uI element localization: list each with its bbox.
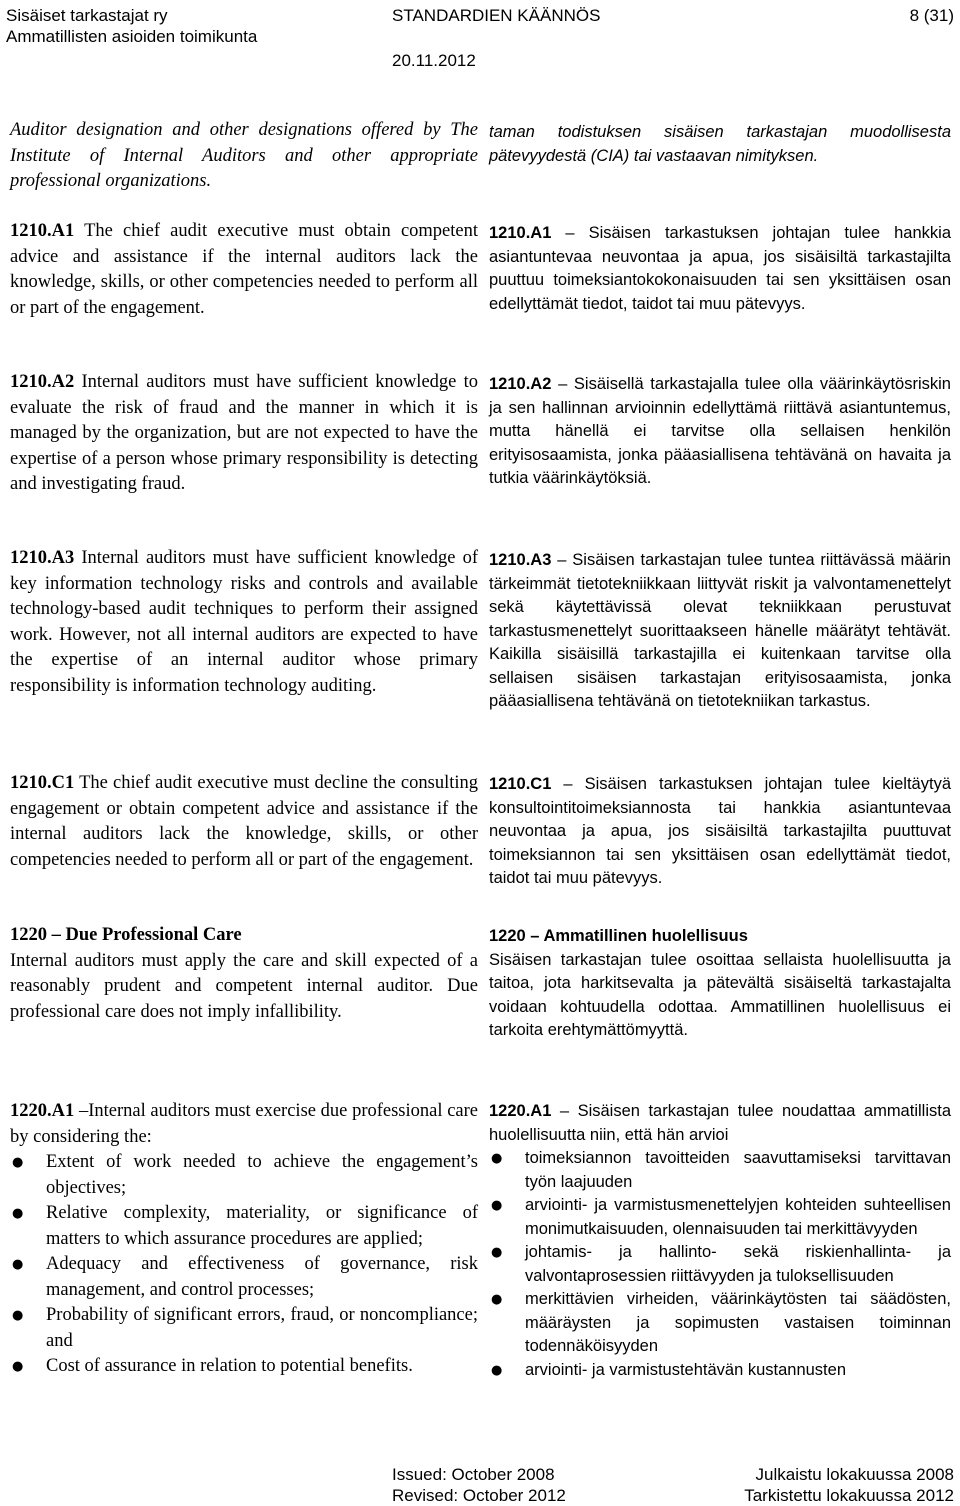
- bullet-icon: ●: [12, 1155, 24, 1170]
- paragraph-text: – Sisäisellä tarkastajalla tulee olla väärinkäytösriskin ja sen hallinnan arvioinnin edellyttämä riittävä asiantuntemus, mutta hänellä ei tarvitse olla sellaisen henkilön erityisosaamista, jonka pääasiallisena tehtävänä on havaita ja tutkia väärinkäytöksiä.: [489, 375, 951, 487]
- header-committee: Ammatillisten asioiden toimikunta: [6, 27, 258, 46]
- header-date: 20.11.2012: [392, 51, 476, 70]
- code-label: 1210.A1: [10, 221, 75, 241]
- bullet-icon: ●: [12, 1257, 24, 1272]
- english-1220-a1: [10, 1099, 478, 1380]
- list-item-text: Extent of work needed to achieve the engagement’s objectives;: [46, 1152, 478, 1198]
- section-text: Sisäisen tarkastajan tulee osoittaa sellaista huolellisuutta ja taitoa, jota harkitsevalta ja pätevältä sisäiseltä tarkastajalta voidaan kohtuudella odottaa. Ammatillinen huolellisuus ei tarkoita erehtymättömyyttä.: [489, 950, 951, 1039]
- code-label: 1220.A1: [10, 1101, 75, 1121]
- bullet-icon: ●: [491, 1151, 503, 1166]
- list-item: [10, 1252, 478, 1303]
- list-item-text: Cost of assurance in relation to potential benefits.: [46, 1356, 413, 1376]
- code-label: 1210.A3: [10, 548, 75, 568]
- finnish-intro: taman todistuksen sisäisen tarkastajan muodollisesta pätevyydestä (CIA) tai vastaavan nimityksen.: [489, 123, 951, 165]
- finnish-1220-a1: [489, 1100, 951, 1382]
- code-label: 1210.C1: [489, 775, 552, 793]
- list-item-text: johtamis- ja hallinto- sekä riskienhallinta- ja valvontaprosessien riittävyyden ja tuloksellisuuden: [525, 1243, 951, 1285]
- list-item-text: merkittävien virheiden, väärinkäytösten tai säädösten, määräysten ja sopimusten vastaisen toiminnan todennäköisyyden: [525, 1290, 951, 1355]
- header-doc-title: STANDARDIEN KÄÄNNÖS: [392, 6, 601, 25]
- code-label: 1220.A1: [489, 1102, 552, 1120]
- finnish-bullet-list: [489, 1147, 951, 1382]
- finnish-1210-a1: [489, 222, 951, 316]
- list-item: [10, 1201, 478, 1252]
- list-item-text: Probability of significant errors, fraud, or noncompliance; and: [46, 1305, 478, 1351]
- paragraph-text: Internal auditors must have sufficient knowledge to evaluate the risk of fraud and the manner in which it is managed by the organization, but are not expected to have the expertise of a person whose primary responsibility is detecting and investigating fraud.: [10, 372, 478, 494]
- english-1210-a2: [10, 370, 478, 498]
- list-item-text: toimeksiannon tavoitteiden saavuttamiseksi tarvittavan työn laajuuden: [525, 1149, 951, 1191]
- footer-revised-fi: Tarkistettu lokakuussa 2012: [744, 1486, 954, 1505]
- english-intro: Auditor designation and other designations offered by The Institute of Internal Auditors and other appropriate professional organizations.: [10, 120, 478, 191]
- footer-issued-fi: Julkaistu lokakuussa 2008: [755, 1465, 954, 1484]
- bullet-icon: ●: [491, 1245, 503, 1260]
- section-title: 1220 – Ammatillinen huolellisuus: [489, 927, 748, 945]
- paragraph-text: –Internal auditors must exercise due professional care by considering the:: [10, 1101, 478, 1147]
- code-label: 1210.A3: [489, 551, 552, 569]
- bullet-icon: ●: [12, 1308, 24, 1323]
- paragraph-text: The chief audit executive must decline the consulting engagement or obtain competent advice and assistance if the internal auditors lack the knowledge, skills, or other competencies needed to perform all or part of the engagement.: [10, 773, 478, 870]
- list-item-text: arviointi- ja varmistustehtävän kustannusten: [525, 1360, 846, 1379]
- english-1220-section: [10, 923, 478, 1025]
- list-item: [10, 1303, 478, 1354]
- finnish-1210-a3: [489, 549, 951, 714]
- code-label: 1210.A2: [10, 372, 75, 392]
- paragraph-text: – Sisäisen tarkastuksen johtajan tulee kieltäytyä konsultointitoimeksiannosta tai hankkia asiantuntevaa neuvontaa ja apua, jos sisäisiltä tarkastajilta puuttuvat toimeksiannon tai sen yksittäisen osan edellyttämät tiedot, taidot tai muu pätevyys.: [489, 775, 951, 887]
- english-1210-a1: [10, 219, 478, 321]
- list-item-text: Relative complexity, materiality, or significance of matters to which assurance procedures are applied;: [46, 1203, 478, 1249]
- bullet-icon: ●: [12, 1206, 24, 1221]
- code-label: 1210.A1: [489, 224, 552, 242]
- paragraph-text: The chief audit executive must obtain competent advice and assistance if the internal auditors lack the knowledge, skills, or other competencies needed to perform all or part of the engagement.: [10, 221, 478, 318]
- header-page-number: 8 (31): [909, 6, 954, 25]
- paragraph-text: – Sisäisen tarkastajan tulee noudattaa ammatillista huolellisuutta niin, että hän arvioi: [489, 1102, 951, 1144]
- footer-issued: Issued: October 2008: [392, 1465, 555, 1484]
- section-title: 1220 – Due Professional Care: [10, 925, 242, 945]
- footer-revised: Revised: October 2012: [392, 1486, 566, 1505]
- finnish-1210-a2: [489, 373, 951, 491]
- bullet-icon: ●: [491, 1292, 503, 1307]
- english-1210-a3: [10, 546, 478, 699]
- finnish-1210-c1: [489, 773, 951, 891]
- code-label: 1210.C1: [10, 773, 75, 793]
- list-item: [489, 1194, 951, 1241]
- finnish-1220-section: [489, 925, 951, 1043]
- english-bullet-list: [10, 1150, 478, 1380]
- list-item-text: arviointi- ja varmistusmenettelyjen kohteiden suhteellisen monimutkaisuuden, olennaisuuden tai merkittävyyden: [525, 1196, 951, 1238]
- english-1210-c1: [10, 771, 478, 873]
- list-item: [489, 1147, 951, 1194]
- header-org-name: Sisäiset tarkastajat ry: [6, 6, 168, 25]
- list-item: [489, 1241, 951, 1288]
- bullet-icon: ●: [491, 1362, 503, 1378]
- code-label: 1210.A2: [489, 375, 552, 393]
- paragraph-text: – Sisäisen tarkastuksen johtajan tulee hankkia asiantuntevaa neuvontaa ja apua, jos sisäisiltä tarkastajilta puuttuu toimeksiantokokonaisuuden tai sen yksittäisen osan edellyttämät tiedot, taidot tai muu pätevyys.: [489, 224, 951, 313]
- section-text: Internal auditors must apply the care and skill expected of a reasonably prudent and competent internal auditor. Due professional care does not imply infallibility.: [10, 950, 478, 1022]
- list-item-text: Adequacy and effectiveness of governance, risk management, and control processes;: [46, 1254, 478, 1300]
- bullet-icon: ●: [12, 1359, 24, 1374]
- list-item: [489, 1359, 951, 1383]
- list-item: [489, 1288, 951, 1359]
- paragraph-text: Internal auditors must have sufficient knowledge of key information technology risks and controls and available technology-based audit techniques to perform their assigned work. However, not all internal auditors are expected to have the expertise of an internal auditor whose primary responsibility is information technology auditing.: [10, 548, 478, 696]
- list-item: [10, 1150, 478, 1201]
- list-item: [10, 1354, 478, 1380]
- bullet-icon: ●: [491, 1198, 503, 1213]
- paragraph-text: – Sisäisen tarkastajan tulee tuntea riittävässä määrin tärkeimmät tietotekniikkaan liittyvät riskit ja valvontamenettelyt sekä käytettävissä olevat tekniikkaan perustuvat tarkastusmenettelyt suorittaakseen hänelle määrätyt tehtävät. Kaikilla sisäisillä tarkastajilla ei kuitenkaan tarvitse olla sellaisen sisäisen tarkastajan erityisosaamista, jonka pääasiallisena tehtävänä on tietotekniikan tarkastus.: [489, 551, 951, 710]
